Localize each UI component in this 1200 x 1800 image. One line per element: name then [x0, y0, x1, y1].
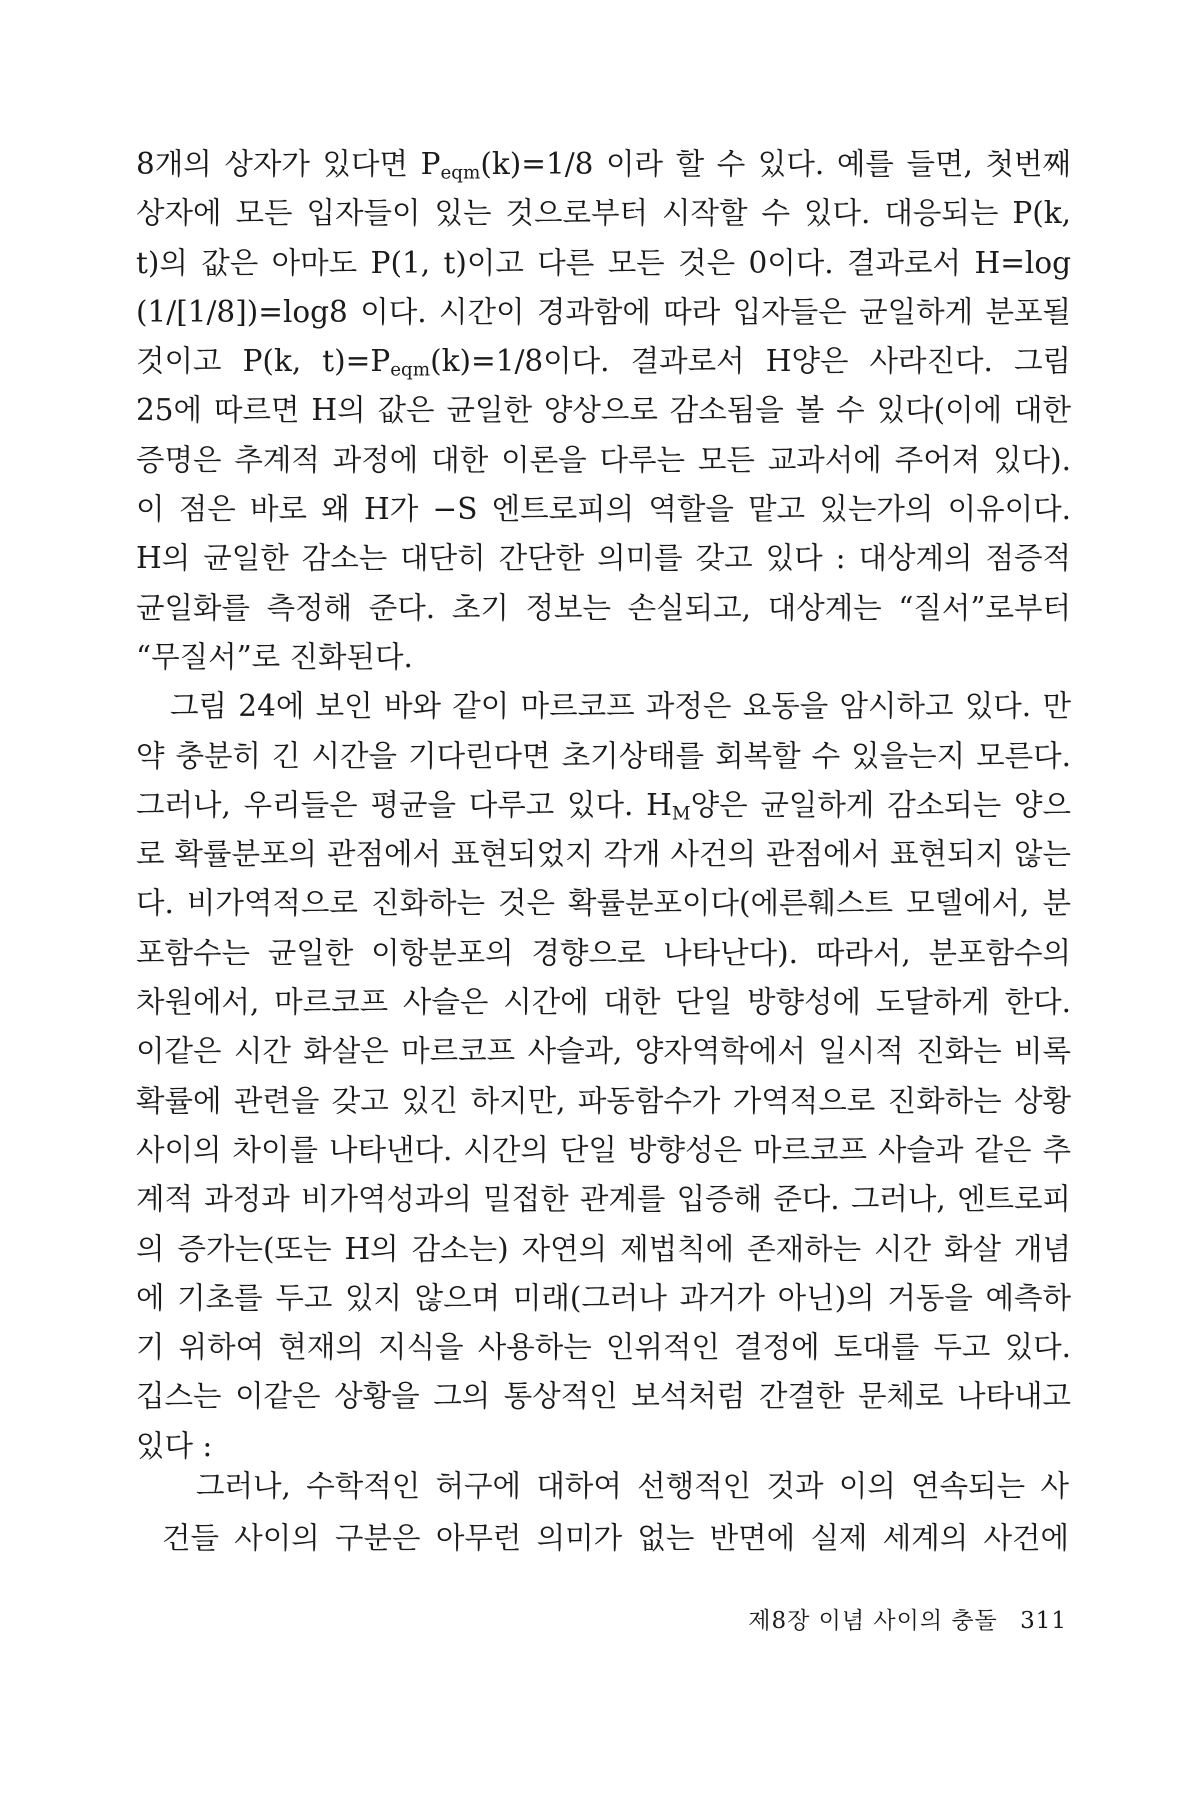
quote-line-2: 건들 사이의 구분은 아무런 의미가 없는 반면에 실제 세계의 사건에	[162, 1521, 1069, 1555]
body-line-17: 포함수는 균일한 이항분포의 경향으로 나타난다). 따라서, 분포함수의	[136, 935, 1071, 970]
body-line-27: 있다 :	[136, 1428, 213, 1463]
body-line-15: 로 확률분포의 관점에서 표현되었지 각개 사건의 관점에서 표현되지 않는	[136, 837, 1071, 872]
body-line-21: 사이의 차이를 나타낸다. 시간의 단일 방향성은 마르코프 사슬과 같은 추	[136, 1132, 1071, 1167]
body-line-5: 것이고 P(k, $t)=P_{eqm}(k)=1/8$이다. 결과로서 H양은 사라진다. 그림	[136, 344, 1071, 381]
body-line-2: 상자에 모든 입자들이 있는 것으로부터 시작할 수 있다. 대응되는 P(k,	[136, 196, 1071, 231]
subscript-eqm: eqm	[390, 359, 431, 381]
body-line-11: “무질서”로 진화된다.	[136, 639, 413, 674]
body-line-26: 깁스는 이같은 상황을 그의 통상적인 보석처럼 간결한 문체로 나타내고	[136, 1379, 1071, 1414]
quote-line-1: 그러나, 수학적인 허구에 대하여 선행적인 것과 이의 연속되는 사	[196, 1469, 1069, 1503]
chapter-running-head: 제8장 이념 사이의 충돌	[748, 1608, 998, 1634]
page-number: 311	[1020, 1608, 1067, 1634]
body-line-14: 그러나, 우리들은 평균을 다루고 있다. $H_M$양은 균일하게 감소되는 양으	[136, 787, 1071, 825]
body-line-24: 에 기초를 두고 있지 않으며 미래(그러나 과거가 아닌)의 거동을 예측하	[136, 1280, 1071, 1315]
body-line-10: 균일화를 측정해 준다. 초기 정보는 손실되고, 대상계는 “질서”로부터	[136, 590, 1071, 625]
body-line-19: 이같은 시간 화살은 마르코프 사슬과, 양자역학에서 일시적 진화는 비록	[136, 1034, 1071, 1069]
body-line-7: 증명은 추계적 과정에 대한 이론을 다루는 모든 교과서에 주어져 있다).	[136, 442, 1071, 477]
subscript-m: M	[671, 803, 691, 825]
body-line-3: t)의 값은 아마도 P(1, t)이고 다른 모든 것은 0이다. 결과로서 H=log	[136, 245, 1071, 280]
body-line-8: 이 점은 바로 왜 H가 −S 엔트로피의 역할을 맡고 있는가의 이유이다.	[136, 492, 1071, 527]
body-line-9: H의 균일한 감소는 대단히 간단한 의미를 갖고 있다 : 대상계의 점증적	[136, 541, 1071, 576]
body-line-20: 확률에 관련을 갖고 있긴 하지만, 파동함수가 가역적으로 진화하는 상황	[136, 1083, 1071, 1118]
body-line-4: (1/[1/8])=log8 이다. 시간이 경과함에 따라 입자들은 균일하게 분포될	[136, 294, 1071, 329]
body-line-25: 기 위하여 현재의 지식을 사용하는 인위적인 결정에 토대를 두고 있다.	[136, 1330, 1071, 1365]
body-line-23: 의 증가는(또는 H의 감소는) 자연의 제법칙에 존재하는 시간 화살 개념	[136, 1231, 1071, 1266]
body-line-12: 그림 24에 보인 바와 같이 마르코프 과정은 요동을 암시하고 있다. 만	[170, 689, 1071, 724]
block-quote	[162, 1460, 1069, 1564]
body-line-16: 다. 비가역적으로 진화하는 것은 확률분포이다(에른훼스트 모델에서, 분	[136, 886, 1071, 921]
body-line-6: 25에 따르면 H의 값은 균일한 양상으로 감소됨을 볼 수 있다(이에 대한	[136, 393, 1071, 428]
body-text	[136, 140, 1071, 1471]
body-line-18: 차원에서, 마르코프 사슬은 시간에 대한 단일 방향성에 도달하게 한다.	[136, 985, 1071, 1020]
subscript-eqm: eqm	[440, 162, 481, 184]
body-line-13: 약 충분히 긴 시간을 기다린다면 초기상태를 회복할 수 있을는지 모른다.	[136, 738, 1071, 773]
body-line-1: 8개의 상자가 있다면 $P_{eqm}(k)=1/8$ 이라 할 수 있다. 예를 들면, 첫번째	[136, 147, 1071, 184]
running-footer	[748, 1602, 1067, 1635]
body-line-22: 계적 과정과 비가역성과의 밀접한 관계를 입증해 준다. 그러나, 엔트로피	[136, 1182, 1071, 1217]
